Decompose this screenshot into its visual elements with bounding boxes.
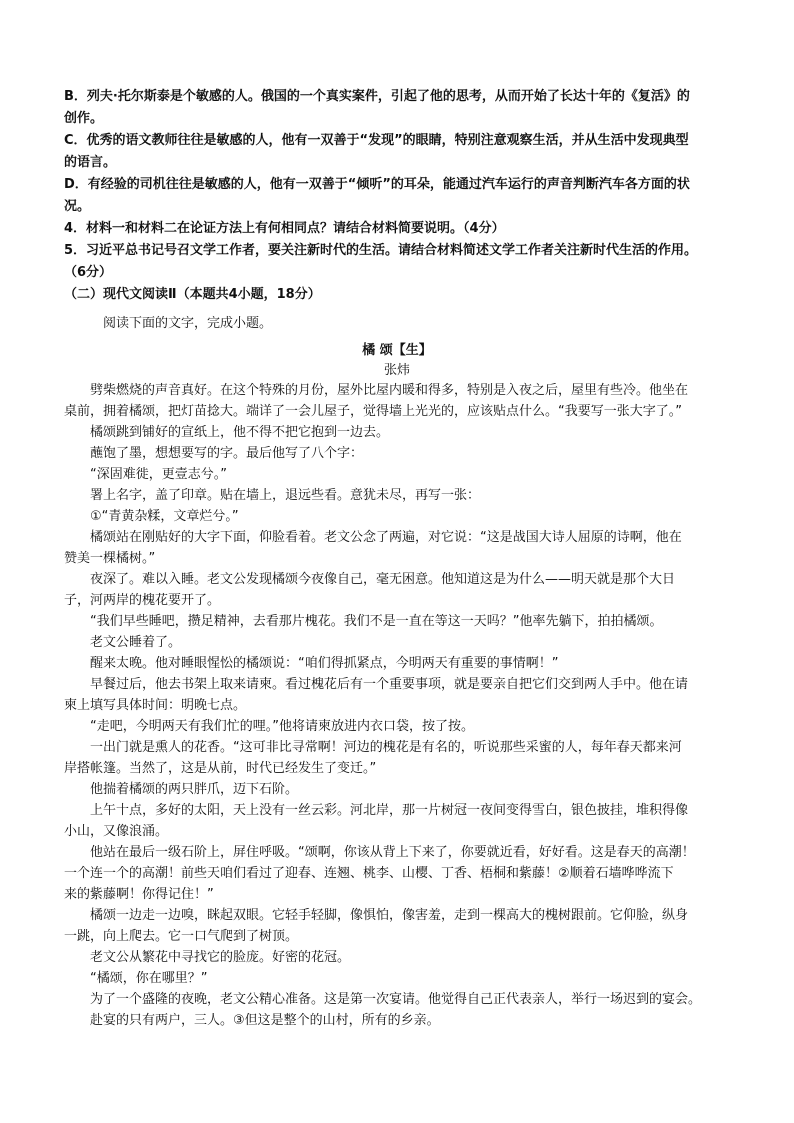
option-d-line1: D．有经验的司机往往是敏感的人，他有一双善于“倾听”的耳朵，能通过汽车运行的声音判断汽车各方面的状	[64, 177, 690, 192]
paragraph-14-line2: 岸搭帐篷。当然了，这是从前，时代已经发生了变迁。”	[64, 761, 377, 776]
paragraph-18-line1: 橘颂一边走一边嗅，眯起双眼。它轻手轻脚，像惧怕，像害羞，走到一棵高大的槐树跟前。它仰脸，纵身	[90, 908, 689, 923]
paragraph-15: 他揣着橘颂的两只胖爪，迈下石阶。	[90, 782, 299, 797]
section-heading: （二）现代文阅读Ⅱ（本题共4小题，18分）	[64, 287, 321, 302]
option-b-line1: B．列夫·托尔斯泰是个敏感的人。俄国的一个真实案件，引起了他的思考，从而开始了长达十年的《复活》的	[64, 89, 690, 104]
paragraph-16-line2: 小山，又像浪涌。	[64, 824, 169, 839]
paragraph-4: “深固难徙，更壹志兮。”	[90, 467, 227, 482]
paragraph-17-line2: 一个连一个的高潮！前些天咱们看过了迎春、连翘、桃李、山樱、丁香、梧桐和紫藤！②顺着石墙哗哗流下	[64, 866, 674, 881]
paragraph-5: 署上名字，盖了印章。贴在墙上，退远些看。意犹未尽，再写一张：	[90, 488, 481, 503]
paragraph-9: “我们早些睡吧，攒足精神，去看那片槐花。我们不是一直在等这一天吗？”他率先躺下，拍拍橘颂。	[90, 614, 663, 629]
paragraph-13: “走吧，今明两天有我们忙的哩。”他将请柬放进内衣口袋，按了按。	[90, 719, 474, 734]
option-c-line1: C．优秀的语文教师往往是敏感的人，他有一双善于“发现”的眼睛，特别注意观察生活，并从生活中发现典型	[64, 133, 689, 148]
article-title: 橘 颂【生】	[362, 343, 432, 358]
paragraph-3: 蘸饱了墨，想想要写的字。最后他写了八个字：	[90, 446, 364, 461]
paragraph-12-line1: 早餐过后，他去书架上取来请柬。看过槐花后有一个重要事项，就是要亲自把它们交到两人手中。他在请	[90, 677, 689, 692]
paragraph-21: 为了一个盛隆的夜晚，老文公精心准备。这是第一次宴请。他觉得自己正代表亲人，举行一场迟到的宴会。	[90, 992, 702, 1007]
paragraph-17-line1: 他站在最后一级石阶上，屏住呼吸。“颂啊，你该从背上下来了，你要就近看，好好看。这是春天的高潮！	[90, 845, 695, 860]
paragraph-16-line1: 上午十点，多好的太阳，天上没有一丝云彩。河北岸，那一片树冠一夜间变得雪白，银色披挂，堆积得像	[90, 803, 689, 818]
paragraph-10: 老文公睡着了。	[90, 635, 182, 650]
paragraph-11: 醒来太晚。他对睡眼惺忪的橘颂说：“咱们得抓紧点，今明两天有重要的事情啊！”	[90, 656, 559, 671]
question-4: 4．材料一和材料二在论证方法上有何相同点？请结合材料简要说明。（4分）	[64, 221, 505, 236]
paragraph-1-line2: 桌前，拥着橘颂，把灯苗捻大。端详了一会儿屋子，觉得墙上光光的，应该贴点什么。“我要写一张大字了。”	[64, 404, 682, 419]
option-b-line2: 创作。	[64, 111, 104, 126]
paragraph-20: “橘颂，你在哪里？”	[90, 971, 208, 986]
paragraph-8-line2: 子，河两岸的槐花要开了。	[64, 593, 221, 608]
paragraph-19: 老文公从繁花中寻找它的脸庞。好密的花冠。	[90, 950, 351, 965]
paragraph-8-line1: 夜深了。难以入睡。老文公发现橘颂今夜像自己，毫无困意。他知道这是为什么——明天就是那个大日	[90, 572, 676, 587]
paragraph-6: ①“青黄杂糅，文章烂兮。”	[90, 509, 239, 524]
option-d-line2: 况。	[64, 199, 91, 214]
question-5-line1: 5．习近平总书记号召文学工作者，要关注新时代的生活。请结合材料简述文学工作者关注新时代生活的作用。	[64, 243, 698, 258]
paragraph-7-line2: 赞美一棵橘树。”	[64, 551, 156, 566]
paragraph-2: 橘颂跳到铺好的宣纸上，他不得不把它抱到一边去。	[90, 425, 390, 440]
paragraph-22: 赴宴的只有两户，三人。③但这是整个的山村，所有的乡亲。	[90, 1013, 440, 1028]
question-5-line2: （6分）	[64, 265, 113, 280]
paragraph-12-line2: 柬上填写具体时间：明晚七点。	[64, 698, 247, 713]
article-author: 张炜	[383, 363, 410, 378]
paragraph-14-line1: 一出门就是熏人的花香。“这可非比寻常啊！河边的槐花是有名的，听说那些采蜜的人，每年春天都来河	[90, 740, 682, 755]
paragraph-18-line2: 一跳，向上爬去。它一口气爬到了树顶。	[64, 929, 299, 944]
reading-instruction: 阅读下面的文字，完成小题。	[103, 316, 273, 331]
paragraph-17-line3: 来的紫藤啊！你得记住！”	[64, 887, 214, 902]
paragraph-7-line1: 橘颂站在刚贴好的大字下面，仰脸看着。老文公念了两遍，对它说：“这是战国大诗人屈原的诗啊，他在	[90, 530, 682, 545]
paragraph-1-line1: 劈柴燃烧的声音真好。在这个特殊的月份，屋外比屋内暖和得多，特别是入夜之后，屋里有些冷。他坐在	[90, 383, 689, 398]
option-c-line2: 的语言。	[64, 155, 117, 170]
